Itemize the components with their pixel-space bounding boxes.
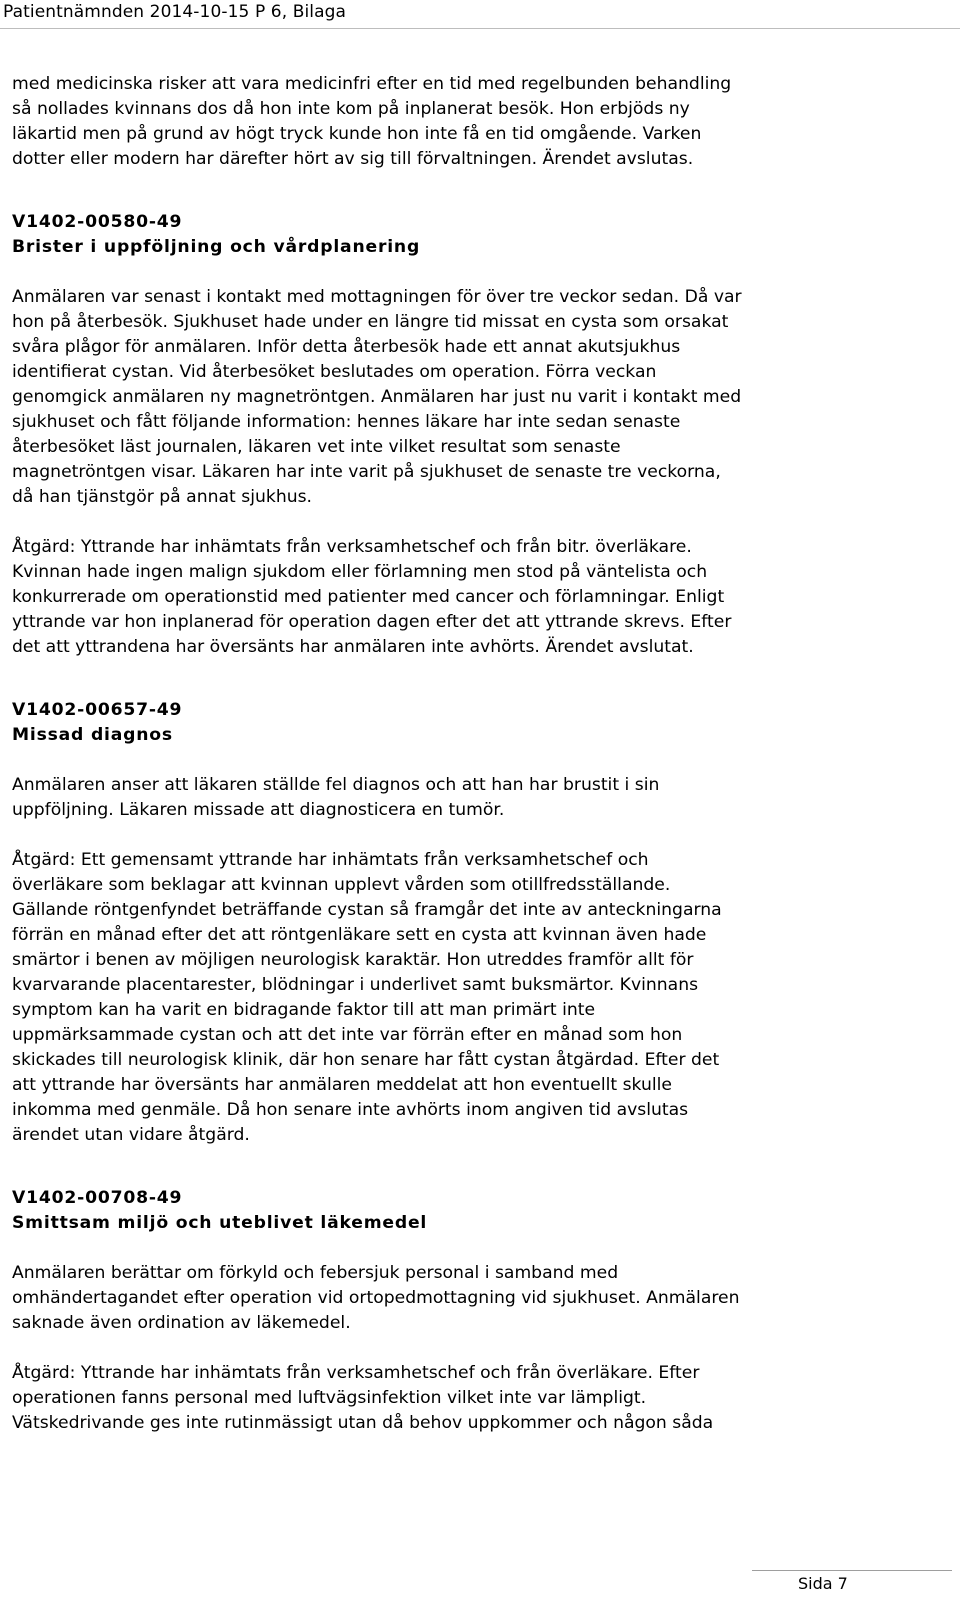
text-line: att yttrande har översänts har anmälaren meddelat att hon eventuellt skulle: [12, 1075, 672, 1095]
text-line: saknade även ordination av läkemedel.: [12, 1313, 351, 1333]
case-action-paragraph: [12, 1361, 942, 1436]
text-line: Anmälaren berättar om förkyld och febersjuk personal i samband med: [12, 1263, 619, 1283]
text-line: Åtgärd: Yttrande har inhämtats från verksamhetschef och från bitr. överläkare.: [12, 537, 692, 557]
text-line: Vätskedrivande ges inte rutinmässigt utan då behov uppkommer och någon såda: [12, 1413, 714, 1433]
intro-paragraph: [12, 72, 942, 172]
text-line: uppföljning. Läkaren missade att diagnosticera en tumör.: [12, 800, 505, 820]
text-line: omhändertagandet efter operation vid ortopedmottagning vid sjukhuset. Anmälaren: [12, 1288, 740, 1308]
text-line: förrän en månad efter det att röntgenläkare sett en cysta att kvinnan även hade: [12, 925, 707, 945]
case-paragraph: [12, 1261, 942, 1336]
text-line: operationen fanns personal med luftvägsinfektion vilket inte var lämpligt.: [12, 1388, 647, 1408]
text-line: sjukhuset och fått följande information: hennes läkare har inte sedan senaste: [12, 412, 681, 432]
text-line: Gällande röntgenfyndet beträffande cystan så framgår det inte av anteckningarna: [12, 900, 722, 920]
text-line: smärtor i benen av möjligen neurologisk karaktär. Hon utreddes framför allt för: [12, 950, 694, 970]
text-line: hon på återbesök. Sjukhuset hade under en längre tid missat en cysta som orsakat: [12, 312, 729, 332]
document-body: [12, 72, 942, 1436]
case-section: [12, 1186, 942, 1436]
case-section: [12, 698, 942, 1148]
page-header: [0, 0, 960, 29]
text-line: dotter eller modern har därefter hört av sig till förvaltningen. Ärendet avslutas.: [12, 149, 694, 169]
text-line: Åtgärd: Yttrande har inhämtats från verksamhetschef och från överläkare. Efter: [12, 1363, 700, 1383]
case-id: V1402-00657-49: [12, 700, 183, 720]
text-line: så nollades kvinnans dos då hon inte kom på inplanerat besök. Hon erbjöds ny: [12, 99, 690, 119]
case-id: V1402-00580-49: [12, 212, 183, 232]
footer-divider: [752, 1570, 952, 1571]
case-paragraph: [12, 773, 942, 823]
text-line: konkurrerade om operationstid med patienter med cancer och förlamningar. Enligt: [12, 587, 725, 607]
text-line: kvarvarande placentarester, blödningar i underlivet samt buksmärtor. Kvinnans: [12, 975, 699, 995]
text-line: uppmärksammade cystan och att det inte var förrän efter en månad som hon: [12, 1025, 683, 1045]
case-action-paragraph: [12, 535, 942, 660]
text-line: symptom kan ha varit en bidragande faktor till att man primärt inte: [12, 1000, 596, 1020]
text-line: inkomma med genmäle. Då hon senare inte avhörts inom angiven tid avslutas: [12, 1100, 689, 1120]
text-line: då han tjänstgör på annat sjukhus.: [12, 487, 313, 507]
text-line: Anmälaren anser att läkaren ställde fel diagnos och att han har brustit i sin: [12, 775, 660, 795]
text-line: Anmälaren var senast i kontakt med mottagningen för över tre veckor sedan. Då var: [12, 287, 742, 307]
text-line: svåra plågor för anmälaren. Inför detta återbesök hade ett annat akutsjukhus: [12, 337, 681, 357]
text-line: återbesöket läst journalen, läkaren vet inte vilket resultat som senaste: [12, 437, 621, 457]
case-section: [12, 210, 942, 660]
case-paragraph: [12, 285, 942, 510]
header-title: Patientnämnden 2014-10-15 P 6, Bilaga: [3, 2, 347, 22]
text-line: Kvinnan hade ingen malign sjukdom eller förlamning men stod på väntelista och: [12, 562, 708, 582]
text-line: läkartid men på grund av högt tryck kunde hon inte få en tid omgående. Varken: [12, 124, 702, 144]
text-line: överläkare som beklagar att kvinnan upplevt vården som otillfredsställande.: [12, 875, 671, 895]
text-line: yttrande var hon inplanerad för operation dagen efter det att yttrande skrevs. Efter: [12, 612, 732, 632]
case-action-paragraph: [12, 848, 942, 1148]
text-line: magnetröntgen visar. Läkaren har inte varit på sjukhuset de senaste tre veckorna,: [12, 462, 721, 482]
text-line: med medicinska risker att vara medicinfri efter en tid med regelbunden behandling: [12, 74, 732, 94]
case-id: V1402-00708-49: [12, 1188, 183, 1208]
text-line: skickades till neurologisk klinik, där hon senare har fått cystan åtgärdad. Efter det: [12, 1050, 720, 1070]
text-line: Åtgärd: Ett gemensamt yttrande har inhämtats från verksamhetschef och: [12, 850, 649, 870]
text-line: genomgick anmälaren ny magnetröntgen. Anmälaren har just nu varit i kontakt med: [12, 387, 742, 407]
case-title: Brister i uppföljning och vårdplanering: [12, 237, 421, 257]
case-title: Smittsam miljö och uteblivet läkemedel: [12, 1213, 428, 1233]
case-title: Missad diagnos: [12, 725, 173, 745]
text-line: det att yttrandena har översänts har anmälaren inte avhörts. Ärendet avslutat.: [12, 637, 694, 657]
page-number: Sida 7: [798, 1574, 848, 1593]
text-line: identifierat cystan. Vid återbesöket beslutades om operation. Förra veckan: [12, 362, 657, 382]
text-line: ärendet utan vidare åtgärd.: [12, 1125, 250, 1145]
